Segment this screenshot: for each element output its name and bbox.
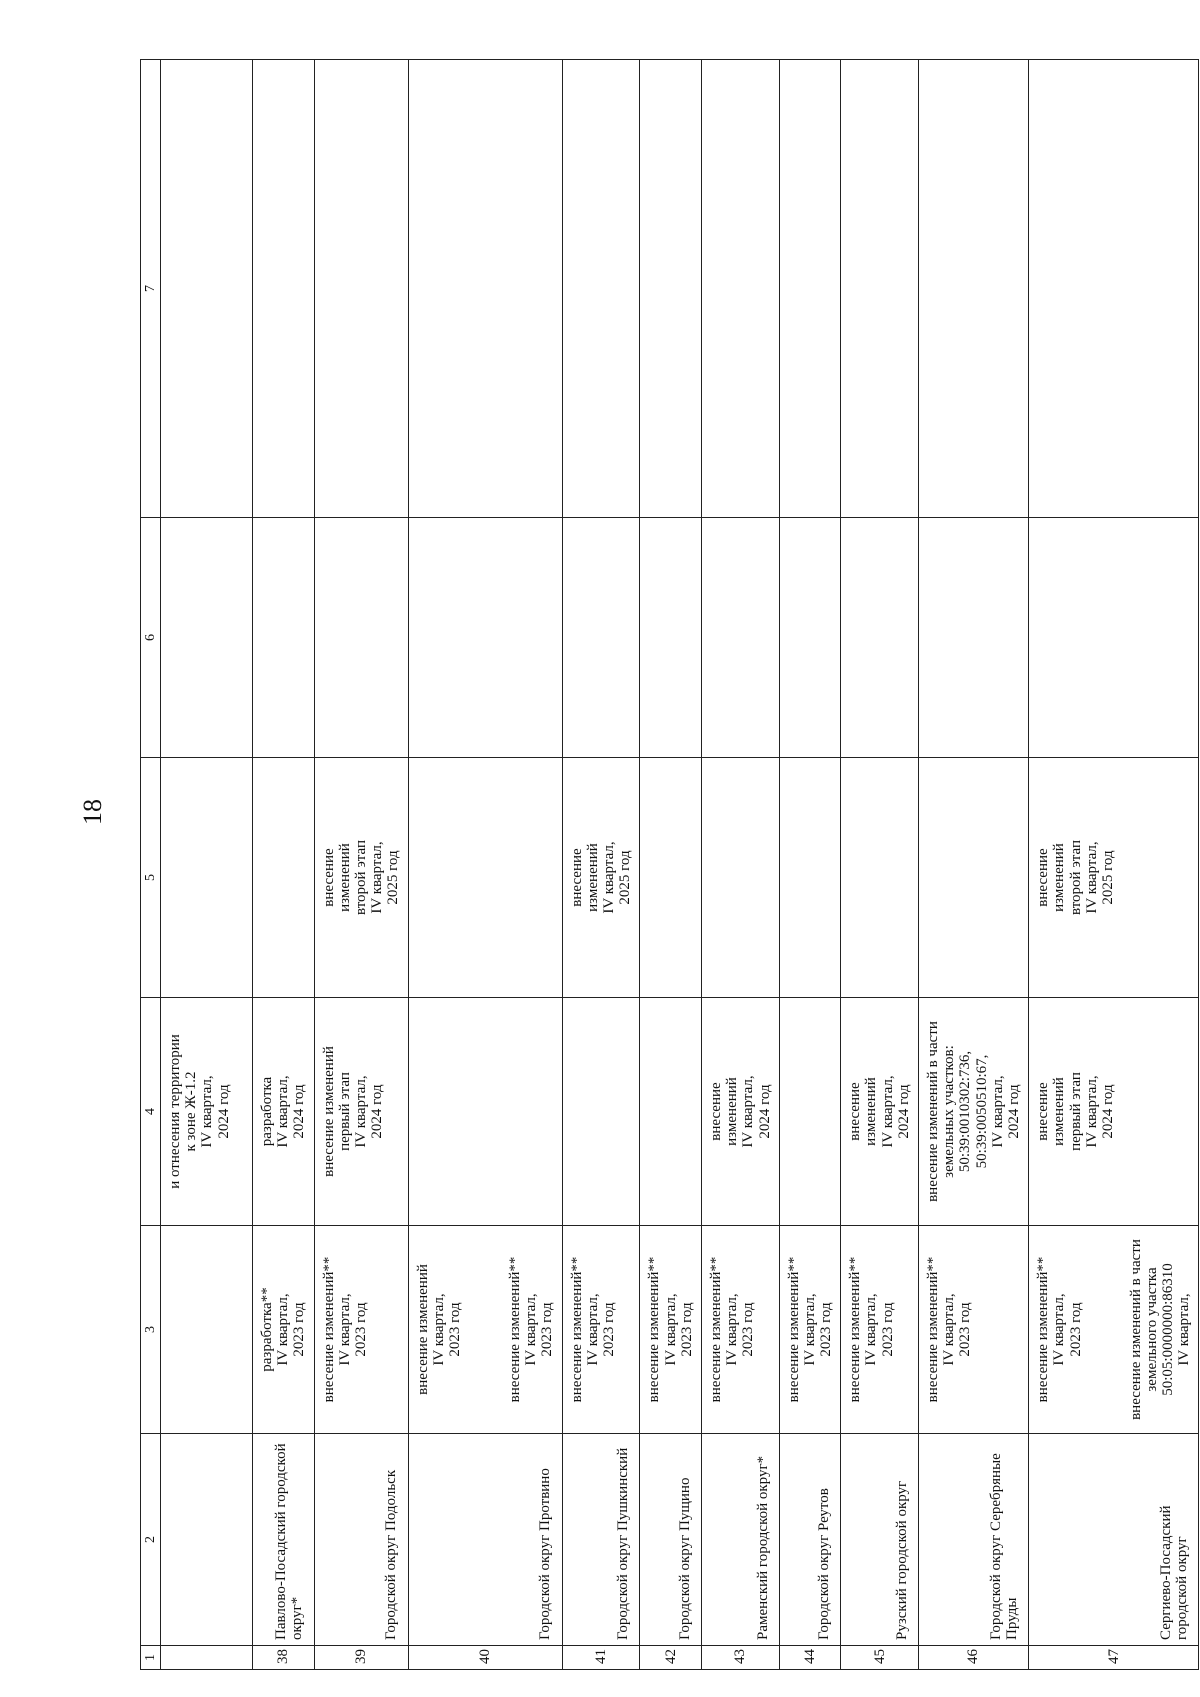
column-3-cell xyxy=(779,1226,841,1434)
column-7-cell xyxy=(841,60,919,518)
column-4-cell xyxy=(841,998,919,1226)
cell-line: первый этап xyxy=(336,1072,353,1151)
column-6-cell xyxy=(314,518,408,758)
column-3-cell xyxy=(1029,1226,1199,1434)
cell-block xyxy=(507,1231,556,1428)
cell-block xyxy=(847,1231,896,1428)
column-6-cell xyxy=(919,518,1029,758)
column-5-cell xyxy=(161,758,253,998)
row-number: 44 xyxy=(779,1646,841,1670)
column-4-cell xyxy=(408,998,562,1226)
cell-block xyxy=(321,1003,386,1220)
cell-line: 2023 год xyxy=(601,1302,617,1357)
cell-block xyxy=(1128,1231,1193,1428)
cell-line: 2023 год xyxy=(879,1302,896,1357)
cell-line: 2023 год xyxy=(446,1302,463,1357)
cell-line: IV квартал, xyxy=(523,1293,540,1366)
header-cell: 3 xyxy=(141,1226,161,1434)
table-row xyxy=(562,60,640,1670)
municipality-name: Павлово-Посадский городской округ* xyxy=(253,1434,315,1646)
row-number: 42 xyxy=(640,1646,702,1670)
table-row xyxy=(161,60,253,1670)
cell-block xyxy=(847,1003,912,1220)
cell-line: IV квартал, xyxy=(879,1075,896,1148)
cell-block xyxy=(708,1231,757,1428)
cell-block xyxy=(1035,763,1116,992)
cell-line: IV квартал, xyxy=(1051,1293,1068,1366)
cell-line: земельного участка xyxy=(1143,1267,1160,1392)
header-cell: 7 xyxy=(141,60,161,518)
table-row xyxy=(1029,60,1199,1670)
cell-gap xyxy=(463,1231,507,1428)
cell-line: 2024 год xyxy=(369,1084,386,1139)
column-4-cell xyxy=(779,998,841,1226)
column-5-cell xyxy=(1029,758,1199,998)
row-number: 38 xyxy=(253,1646,315,1670)
cell-block xyxy=(167,1003,232,1220)
cell-line: 2023 год xyxy=(539,1302,556,1357)
column-6-cell xyxy=(161,518,253,758)
cell-block xyxy=(925,1231,974,1428)
cell-line: внесение изменений xyxy=(414,1264,431,1395)
column-5-cell xyxy=(253,758,315,998)
table-row xyxy=(253,60,315,1670)
column-3-cell xyxy=(253,1226,315,1434)
cell-block xyxy=(1035,1231,1084,1428)
row-number: 40 xyxy=(408,1646,562,1670)
cell-line: IV квартал, xyxy=(275,1075,292,1148)
rotated-table-wrapper xyxy=(140,60,1193,1670)
cell-line: 2024 год xyxy=(895,1084,912,1139)
cell-line: 2025 год xyxy=(1099,850,1116,905)
cell-line: IV квартал, xyxy=(662,1293,679,1366)
cell-line: разработка xyxy=(259,1076,275,1147)
cell-line: изменений xyxy=(1051,843,1068,912)
column-7-cell xyxy=(701,60,779,518)
cell-block xyxy=(646,1231,695,1428)
municipality-name: Городской округ Серебряные Пруды xyxy=(919,1434,1029,1646)
cell-line: 2023 год xyxy=(1067,1302,1084,1357)
table-row xyxy=(640,60,702,1670)
cell-line: 50:39:0050510:67, xyxy=(973,1054,990,1169)
cell-line: 2024 год xyxy=(1005,1084,1022,1139)
cell-line: IV квартал, xyxy=(1083,1075,1100,1148)
row-number: 46 xyxy=(919,1646,1029,1670)
table-row xyxy=(701,60,779,1670)
municipality-name: Городской округ Реутов xyxy=(779,1434,841,1646)
cell-line: внесение изменений** xyxy=(646,1256,663,1403)
column-6-cell xyxy=(779,518,841,758)
header-cell: 5 xyxy=(141,758,161,998)
column-4-cell xyxy=(1029,998,1199,1226)
cell-line: IV квартал, xyxy=(430,1293,447,1366)
cell-line: IV квартал, xyxy=(336,1293,353,1366)
cell-line: внесение изменений** xyxy=(785,1256,802,1403)
column-4-cell xyxy=(161,998,253,1226)
cell-line: второй этап xyxy=(352,840,369,916)
municipality-name xyxy=(161,1434,253,1646)
cell-line: IV квартал, xyxy=(584,1293,601,1366)
cell-line: 2024 год xyxy=(215,1084,232,1139)
cell-line: земельных участков: xyxy=(941,1045,958,1178)
document-table xyxy=(140,59,1199,1670)
cell-line: IV квартал, xyxy=(1176,1293,1193,1366)
cell-line: разработка** xyxy=(259,1287,275,1372)
column-3-cell xyxy=(919,1226,1029,1434)
cell-block xyxy=(569,1231,618,1428)
cell-line: 2024 год xyxy=(291,1084,308,1139)
table-row xyxy=(919,60,1029,1670)
cell-line: 2024 год xyxy=(756,1084,773,1139)
column-5-cell xyxy=(314,758,408,998)
cell-line: 2023 год xyxy=(740,1302,757,1357)
cell-line: к зоне Ж-1.2 xyxy=(183,1071,200,1152)
cell-line: внесение изменений в части xyxy=(1127,1239,1144,1420)
cell-block xyxy=(925,1003,1022,1220)
cell-line: внесение xyxy=(707,1082,724,1141)
cell-line: внесение изменений xyxy=(320,1046,337,1177)
column-5-cell xyxy=(562,758,640,998)
column-3-cell xyxy=(701,1226,779,1434)
page-number: 18 xyxy=(78,799,107,825)
column-5-cell xyxy=(779,758,841,998)
cell-line: IV квартал, xyxy=(941,1293,958,1366)
column-7-cell xyxy=(562,60,640,518)
cell-block xyxy=(259,1003,308,1220)
cell-line: 50:05:0000000:86310 xyxy=(1160,1263,1177,1396)
column-7-cell xyxy=(779,60,841,518)
cell-line: изменений xyxy=(863,1077,880,1146)
cell-line: 2023 год xyxy=(678,1302,695,1357)
municipality-name: Сергиево-Посадский городской округ xyxy=(1029,1434,1199,1646)
column-3-cell xyxy=(640,1226,702,1434)
cell-line: 2023 год xyxy=(957,1302,974,1357)
column-6-cell xyxy=(701,518,779,758)
cell-block xyxy=(321,1231,370,1428)
column-7-cell xyxy=(919,60,1029,518)
cell-line: изменений xyxy=(584,843,601,912)
cell-line: изменений xyxy=(724,1077,741,1146)
cell-line: IV квартал, xyxy=(1083,841,1100,914)
cell-block xyxy=(321,763,402,992)
cell-line: внесение изменений** xyxy=(320,1256,337,1403)
cell-line: IV квартал, xyxy=(724,1293,741,1366)
municipality-name: Раменский городской округ* xyxy=(701,1434,779,1646)
cell-line: 2023 год xyxy=(818,1302,835,1357)
table-row xyxy=(408,60,562,1670)
column-3-cell xyxy=(161,1226,253,1434)
cell-line: IV квартал, xyxy=(352,1075,369,1148)
cell-line: внесение xyxy=(1035,848,1052,907)
column-7-cell xyxy=(161,60,253,518)
municipality-name: Городской округ Пущино xyxy=(640,1434,702,1646)
cell-line: внесение изменений в части xyxy=(925,1021,941,1202)
column-4-cell xyxy=(640,998,702,1226)
table-row xyxy=(314,60,408,1670)
row-number: 41 xyxy=(562,1646,640,1670)
municipality-name: Городской округ Пушкинский xyxy=(562,1434,640,1646)
column-5-cell xyxy=(841,758,919,998)
column-7-cell xyxy=(314,60,408,518)
municipality-name: Рузский городской округ xyxy=(841,1434,919,1646)
column-4-cell xyxy=(562,998,640,1226)
column-4-cell xyxy=(253,998,315,1226)
column-7-cell xyxy=(408,60,562,518)
cell-line: IV квартал, xyxy=(275,1293,292,1366)
cell-line: первый этап xyxy=(1067,1072,1084,1151)
column-7-cell xyxy=(253,60,315,518)
header-cell: 2 xyxy=(141,1434,161,1646)
column-6-cell xyxy=(408,518,562,758)
cell-block xyxy=(786,1231,835,1428)
cell-line: изменений xyxy=(336,843,353,912)
column-7-cell xyxy=(640,60,702,518)
cell-line: 2024 год xyxy=(1099,1084,1116,1139)
column-3-cell xyxy=(562,1226,640,1434)
column-6-cell xyxy=(640,518,702,758)
row-number: 45 xyxy=(841,1646,919,1670)
cell-line: IV квартал, xyxy=(740,1075,757,1148)
cell-block xyxy=(1035,1003,1116,1220)
municipality-name: Городской округ Протвино xyxy=(408,1434,562,1646)
cell-line: IV квартал, xyxy=(199,1075,216,1148)
column-5-cell xyxy=(640,758,702,998)
header-cell: 4 xyxy=(141,998,161,1226)
cell-line: изменений xyxy=(1051,1077,1068,1146)
column-3-cell xyxy=(408,1226,562,1434)
row-number: 43 xyxy=(701,1646,779,1670)
table-row xyxy=(779,60,841,1670)
row-number: 39 xyxy=(314,1646,408,1670)
cell-line: IV квартал, xyxy=(601,841,617,914)
column-4-cell xyxy=(919,998,1029,1226)
cell-line: IV квартал, xyxy=(801,1293,818,1366)
column-5-cell xyxy=(408,758,562,998)
column-3-cell xyxy=(841,1226,919,1434)
header-cell: 6 xyxy=(141,518,161,758)
row-number: 47 xyxy=(1029,1646,1199,1670)
cell-block xyxy=(569,763,634,992)
cell-line: IV квартал, xyxy=(369,841,386,914)
cell-line: внесение xyxy=(847,1082,864,1141)
cell-block xyxy=(708,1003,773,1220)
cell-line: второй этап xyxy=(1067,840,1084,916)
column-3-cell xyxy=(314,1226,408,1434)
cell-line: внесение изменений** xyxy=(568,1256,585,1403)
cell-line: внесение изменений** xyxy=(707,1256,724,1403)
column-6-cell xyxy=(841,518,919,758)
cell-line: 2025 год xyxy=(617,850,634,905)
column-4-cell xyxy=(314,998,408,1226)
header-cell: 1 xyxy=(141,1646,161,1670)
cell-line: внесение xyxy=(568,848,585,907)
row-number xyxy=(161,1646,253,1670)
cell-gap xyxy=(1084,1231,1128,1428)
cell-line: внесение изменений** xyxy=(925,1256,941,1403)
cell-line: 50:39:0010302:736, xyxy=(957,1050,974,1173)
cell-line: IV квартал, xyxy=(989,1075,1006,1148)
column-5-cell xyxy=(919,758,1029,998)
cell-line: 2023 год xyxy=(352,1302,369,1357)
cell-block xyxy=(259,1231,308,1428)
header-row xyxy=(141,60,161,1670)
cell-line: 2025 год xyxy=(385,850,402,905)
column-4-cell xyxy=(701,998,779,1226)
column-6-cell xyxy=(253,518,315,758)
column-5-cell xyxy=(701,758,779,998)
column-7-cell xyxy=(1029,60,1199,518)
cell-line: внесение xyxy=(320,848,337,907)
cell-line: 2023 год xyxy=(291,1302,308,1357)
column-6-cell xyxy=(1029,518,1199,758)
cell-block xyxy=(415,1231,464,1428)
cell-line: внесение изменений** xyxy=(507,1256,524,1403)
column-6-cell xyxy=(562,518,640,758)
cell-line: IV квартал, xyxy=(863,1293,880,1366)
cell-line: внесение изменений** xyxy=(847,1256,864,1403)
cell-line: внесение xyxy=(1035,1082,1052,1141)
cell-line: внесение изменений** xyxy=(1035,1256,1052,1403)
cell-line: и отнесения территории xyxy=(167,1034,183,1189)
table-row xyxy=(841,60,919,1670)
municipality-name: Городской округ Подольск xyxy=(314,1434,408,1646)
